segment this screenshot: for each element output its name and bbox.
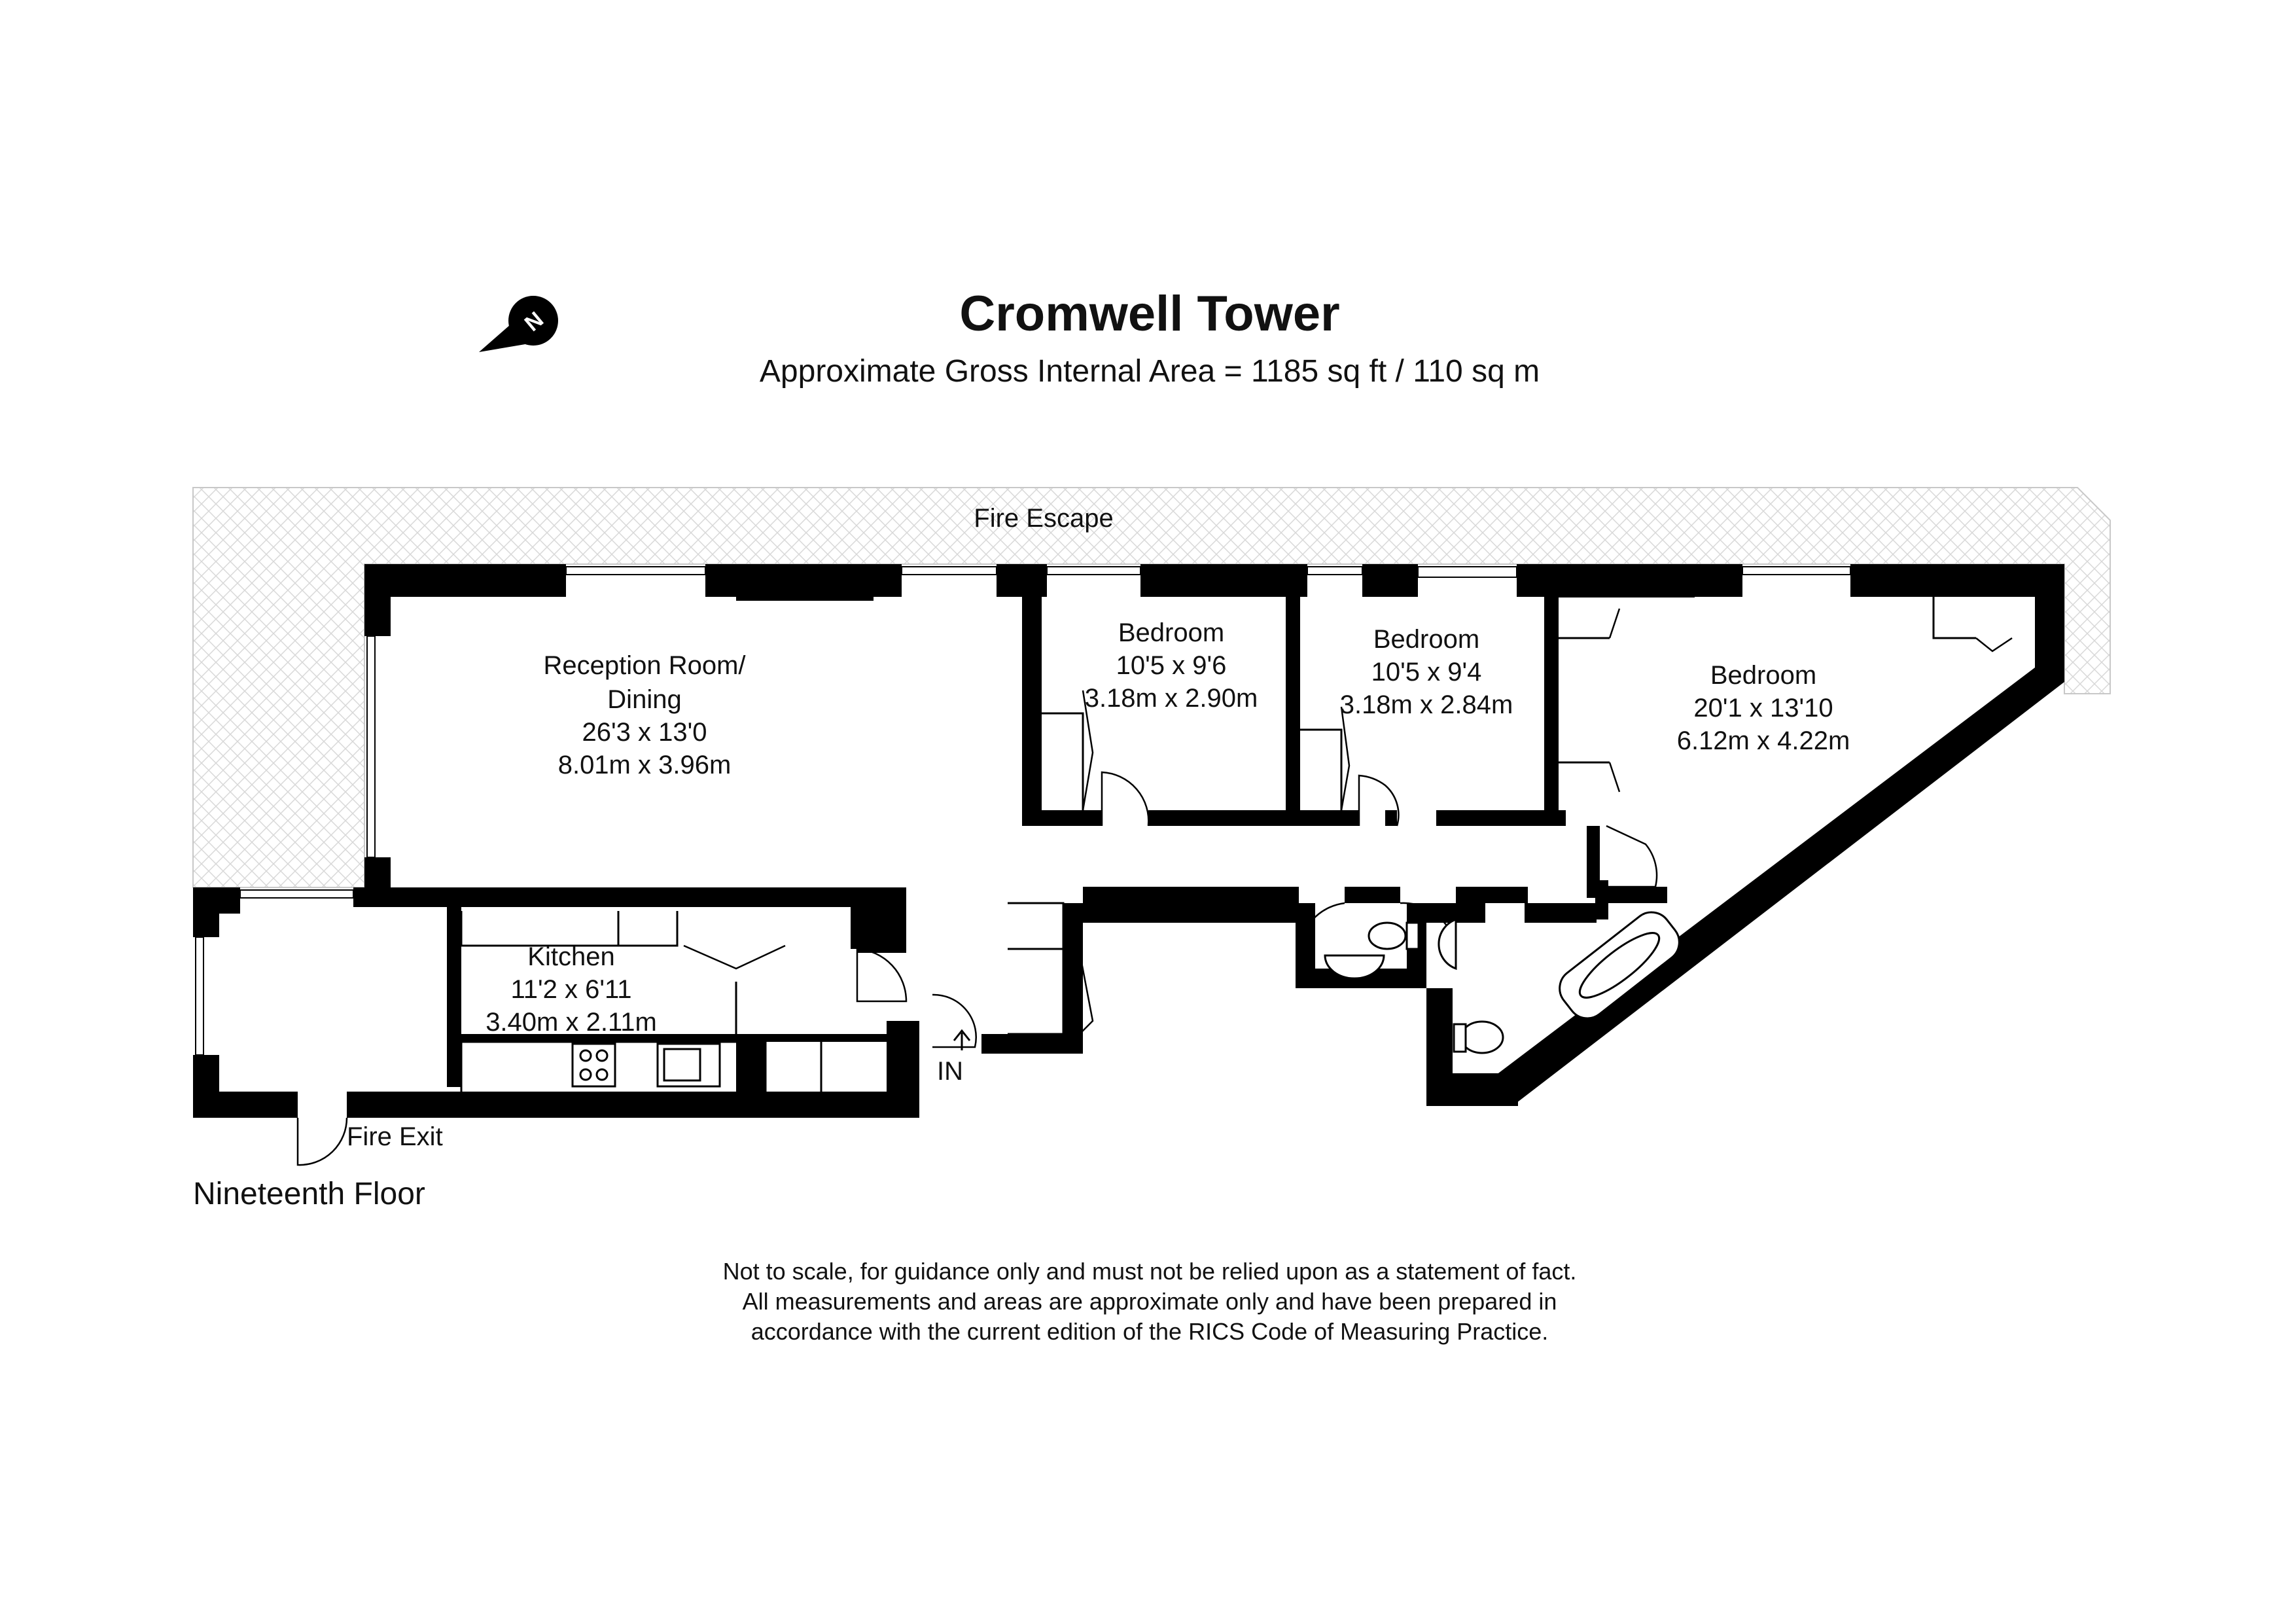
disclaimer-line-1: Not to scale, for guidance only and must not be relied upon as a statement of fact. bbox=[722, 1258, 1577, 1285]
room-name-line2: Dining bbox=[607, 685, 682, 714]
hob-icon bbox=[573, 1044, 615, 1086]
floor-label: Nineteenth Floor bbox=[193, 1177, 425, 1211]
room-imperial: 10'5 x 9'4 bbox=[1371, 658, 1482, 687]
room-imperial: 10'5 x 9'6 bbox=[1116, 651, 1227, 680]
room-imperial: 26'3 x 13'0 bbox=[582, 718, 707, 747]
compass-letter: N bbox=[520, 307, 548, 336]
room-name: Kitchen bbox=[527, 942, 615, 971]
room-bedroom-3 bbox=[1677, 661, 1850, 755]
cistern-icon bbox=[1454, 1024, 1466, 1052]
room-kitchen bbox=[486, 942, 657, 1037]
room-name: Bedroom bbox=[1118, 618, 1225, 647]
room-metric: 3.18m x 2.84m bbox=[1339, 690, 1513, 719]
disclaimer-line-2: All measurements and areas are approximate only and have been prepared in bbox=[742, 1288, 1557, 1315]
room-name: Reception Room/ bbox=[543, 651, 746, 680]
wc-cistern-icon bbox=[1407, 923, 1419, 949]
north-arrow-icon bbox=[479, 296, 558, 352]
room-metric: 8.01m x 3.96m bbox=[557, 751, 732, 779]
disclaimer-line-3: accordance with the current edition of the RICS Code of Measuring Practice. bbox=[751, 1318, 1549, 1345]
room-bedroom-2 bbox=[1340, 625, 1513, 719]
room-metric: 3.40m x 2.11m bbox=[486, 1008, 657, 1037]
room-imperial: 11'2 x 6'11 bbox=[510, 975, 632, 1004]
kitchen-fixtures bbox=[461, 1042, 736, 1086]
room-name: Bedroom bbox=[1710, 661, 1817, 690]
plan-title: Cromwell Tower bbox=[959, 286, 1340, 342]
room-metric: 6.12m x 4.22m bbox=[1676, 726, 1850, 755]
toilet-icon bbox=[1461, 1022, 1503, 1053]
room-bedroom-1 bbox=[1085, 618, 1258, 713]
room-metric: 3.18m x 2.90m bbox=[1084, 684, 1258, 713]
fire-exit-label: Fire Exit bbox=[347, 1122, 443, 1151]
entrance-label: IN bbox=[937, 1057, 963, 1086]
wc-toilet-icon bbox=[1369, 923, 1405, 949]
plan-subtitle: Approximate Gross Internal Area = 1185 sq ft / 110 sq m bbox=[759, 354, 1540, 389]
room-reception-dining bbox=[543, 651, 746, 779]
room-name: Bedroom bbox=[1373, 625, 1480, 654]
room-imperial: 20'1 x 13'10 bbox=[1693, 694, 1833, 722]
fire-escape-label: Fire Escape bbox=[974, 504, 1114, 533]
ensuite-basin-icon bbox=[1439, 919, 1456, 969]
